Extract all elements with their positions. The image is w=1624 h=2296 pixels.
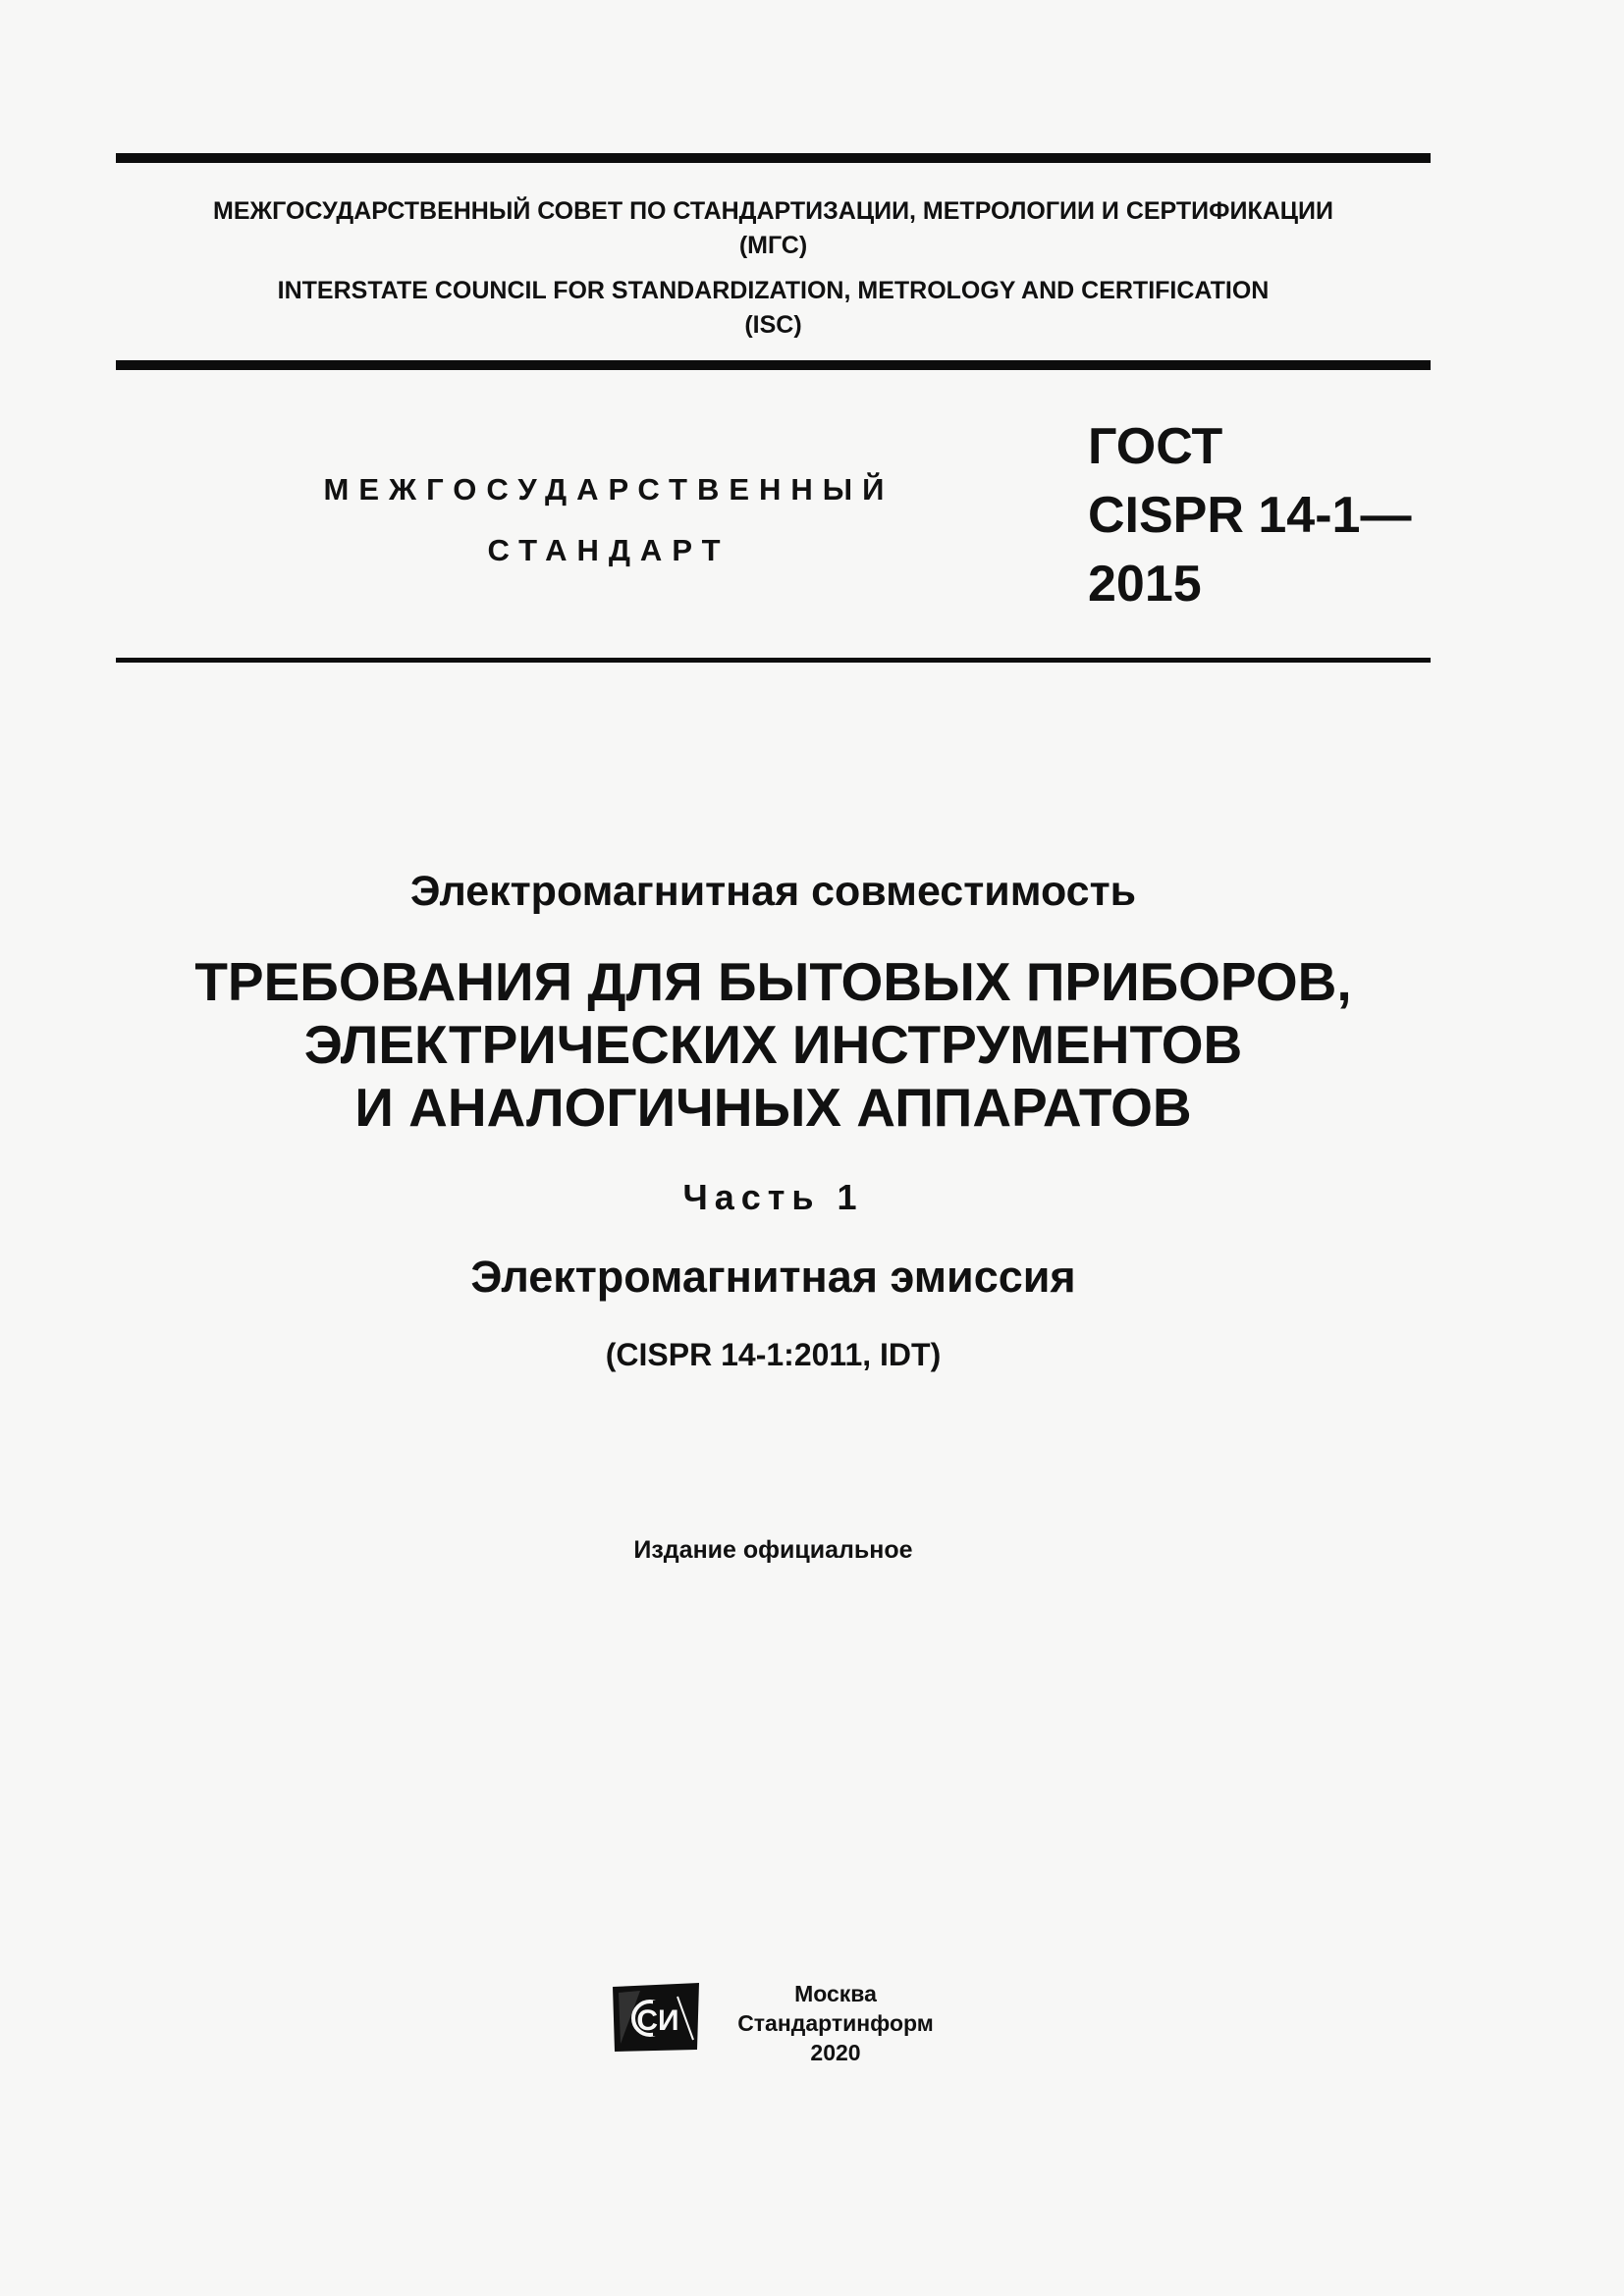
- part-title: Электромагнитная эмиссия: [470, 1252, 1076, 1302]
- title-line1: ТРЕБОВАНИЯ ДЛЯ БЫТОВЫХ ПРИБОРОВ,: [194, 951, 1352, 1012]
- designation-line1: ГОСТ: [1088, 418, 1223, 475]
- council-name-en: INTERSTATE COUNCIL FOR STANDARDIZATION, METROLOGY AND CERTIFICATION: [277, 277, 1270, 304]
- subject-heading: Электромагнитная совместимость: [409, 868, 1137, 915]
- designation-bottom-rule: [116, 658, 1431, 663]
- publisher-city: Москва: [794, 1981, 877, 2006]
- top-rule: [116, 153, 1431, 163]
- council-abbr-en: (ISC): [744, 311, 802, 339]
- standard-type-line2: СТАНДАРТ: [487, 533, 731, 567]
- publisher-name: Стандартинформ: [737, 2010, 934, 2036]
- standard-type: [275, 459, 943, 581]
- standard-type-line1: МЕЖГОСУДАРСТВЕННЫЙ: [323, 472, 894, 507]
- council-name-ru: МЕЖГОСУДАРСТВЕННЫЙ СОВЕТ ПО СТАНДАРТИЗАЦИИ, МЕТРОЛОГИИ И СЕРТИФИКАЦИИ: [213, 197, 1333, 225]
- council-header: [116, 194, 1431, 343]
- council-abbr-ru: (МГС): [738, 232, 808, 259]
- designation-line2: CISPR 14-1—: [1088, 487, 1412, 544]
- designation-line3: 2015: [1088, 556, 1202, 613]
- international-reference: (CISPR 14-1:2011, IDT): [605, 1337, 942, 1372]
- header-bottom-rule: [116, 360, 1431, 370]
- publisher-year: 2020: [810, 2040, 861, 2065]
- publisher-imprint: [713, 1979, 958, 2067]
- title-line2: ЭЛЕКТРИЧЕСКИХ ИНСТРУМЕНТОВ: [303, 1014, 1243, 1075]
- edition-note: Издание официальное: [633, 1536, 913, 1564]
- logo-text: СИ: [636, 2004, 679, 2037]
- title-line3: И АНАЛОГИЧНЫХ АППАРАТОВ: [354, 1077, 1192, 1138]
- document-title: [116, 950, 1431, 1139]
- standard-designation: [1088, 412, 1411, 618]
- standartinform-logo-icon: [611, 1981, 701, 2054]
- part-number: Часть 1: [682, 1177, 864, 1217]
